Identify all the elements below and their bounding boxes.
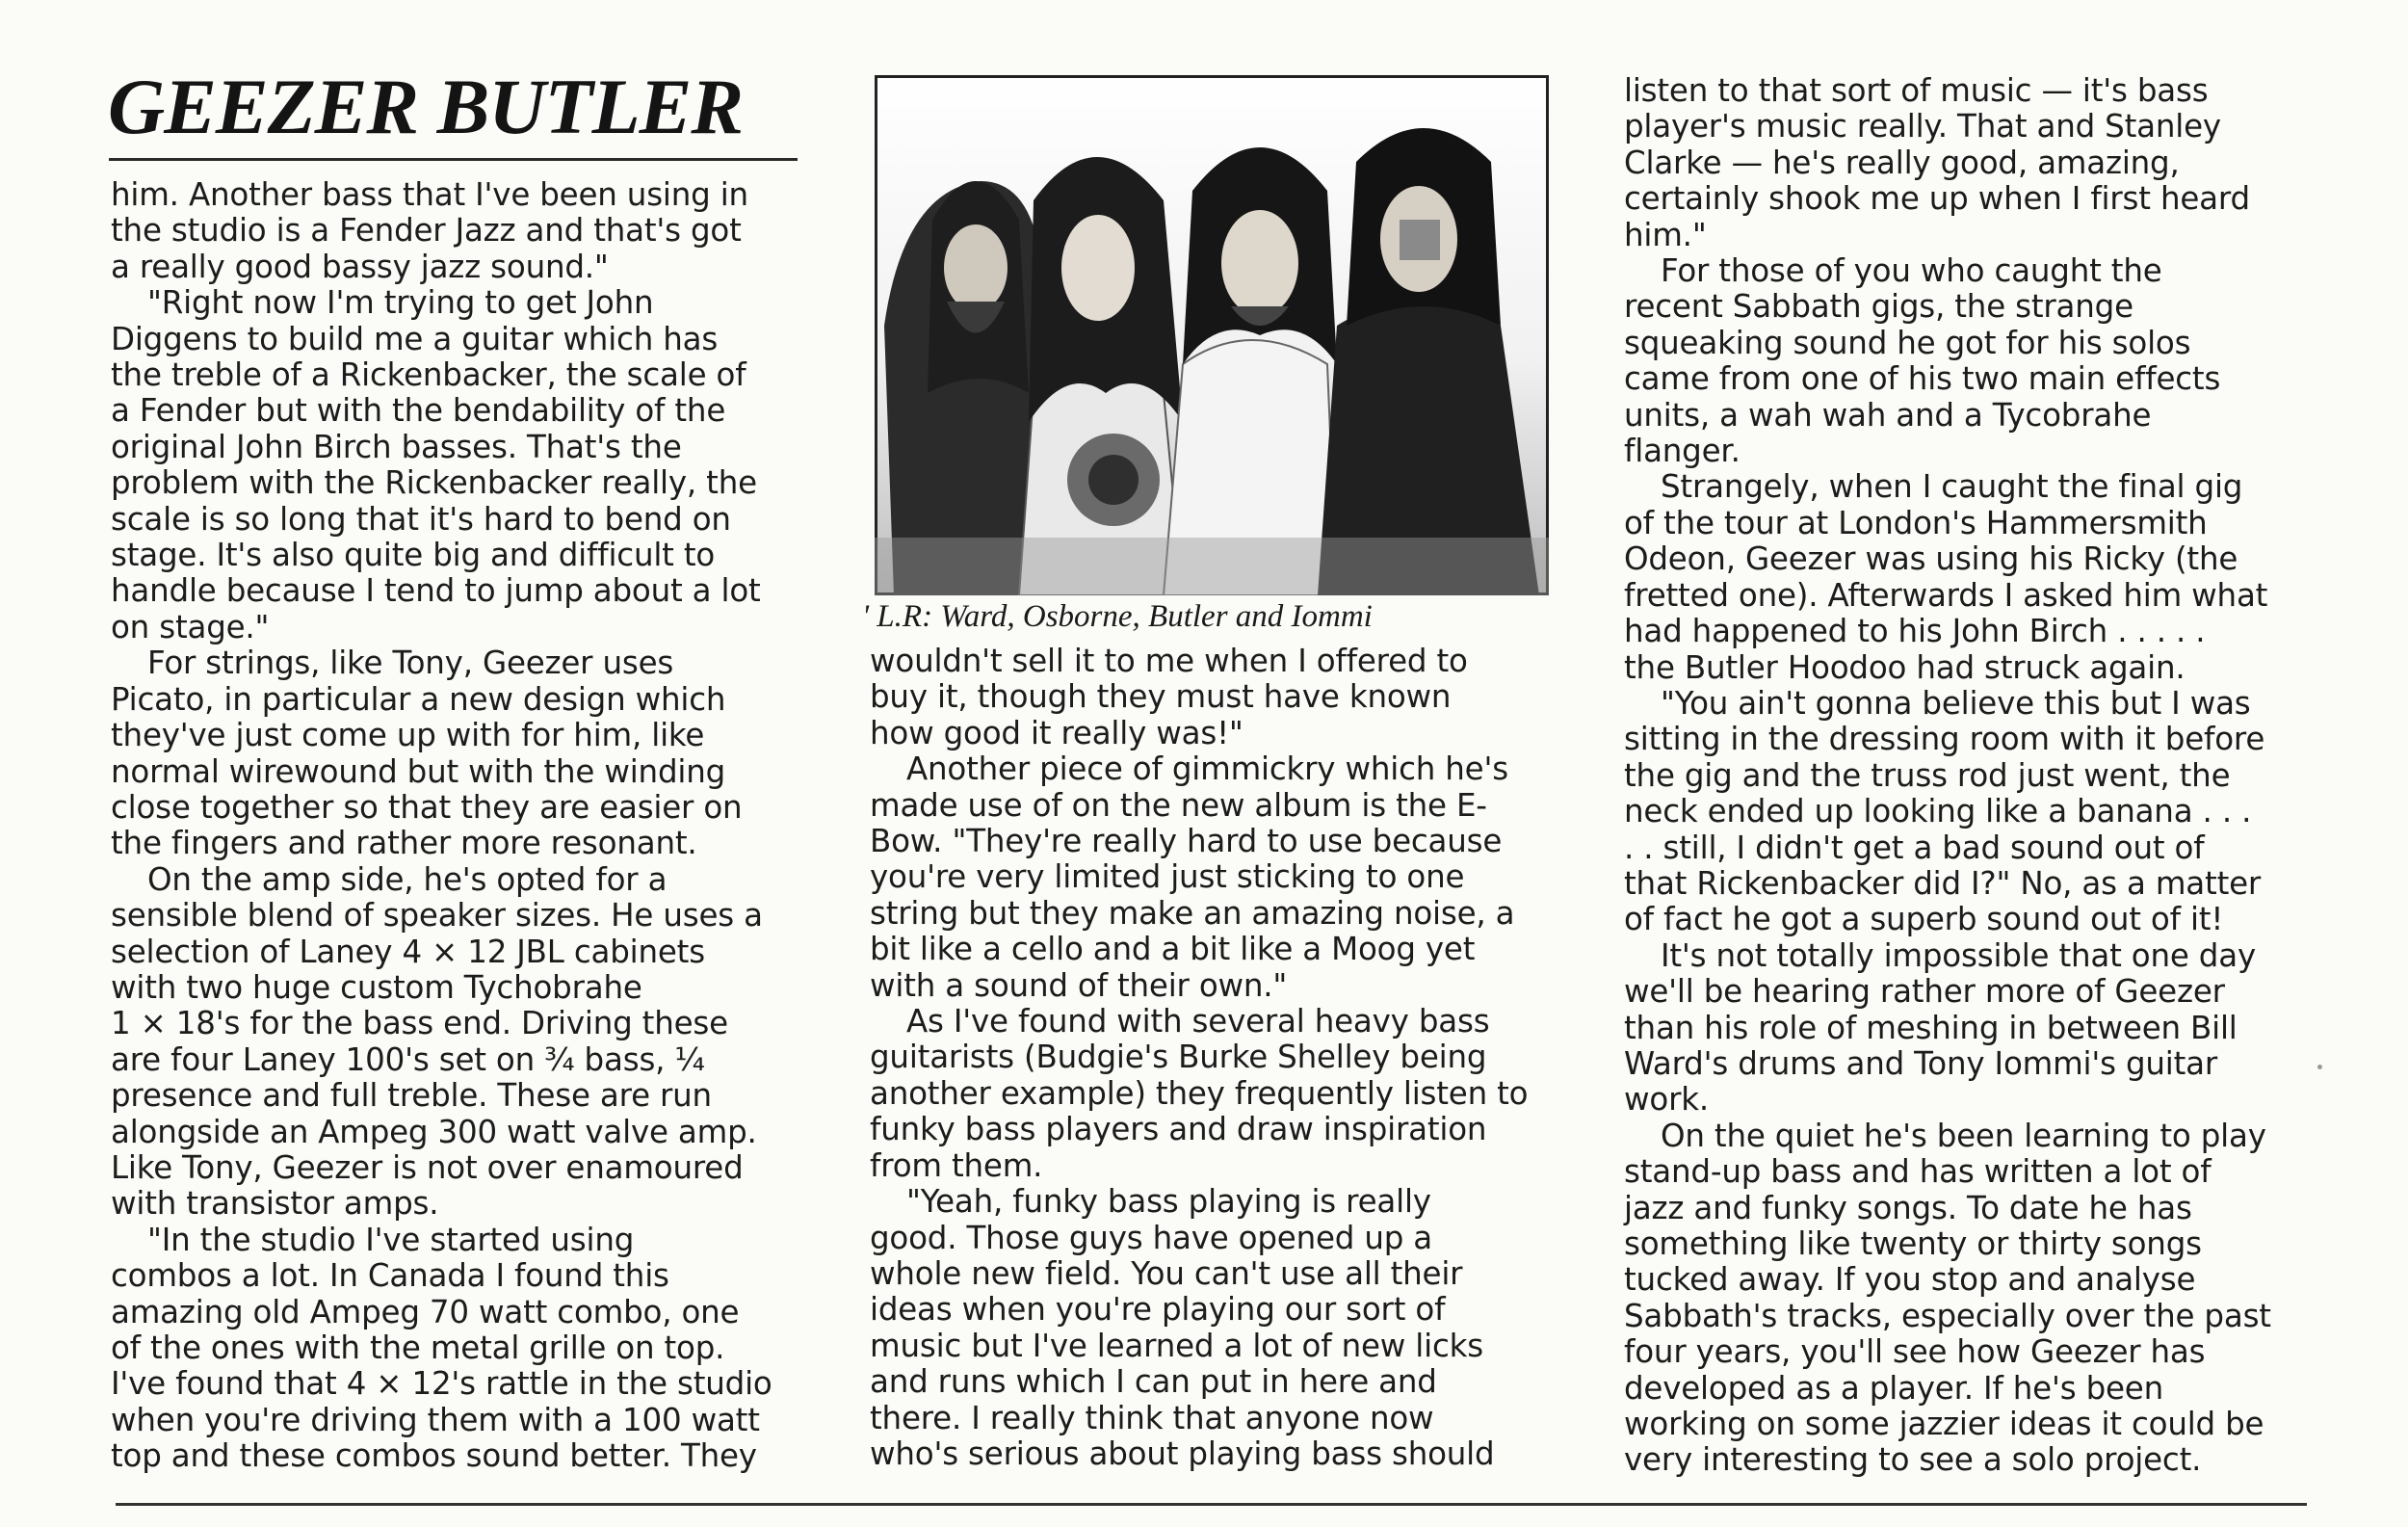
- paragraph: On the quiet he's been learning to play stand-up bass and has written a lot of jazz and funky songs. To date he has something like twenty or thirty songs tucked away. If you stop and analyse Sabbath's tracks, especially over the past four years, you'll see how Geezer has developed as a player. If he's been working on some jazzier ideas it could be very interesting to see a solo project.: [1624, 1117, 2271, 1479]
- article-column-3: [1624, 73, 2317, 1479]
- paragraph: wouldn't sell it to me when I offered to buy it, though they must have known how good it really was!": [870, 643, 1468, 751]
- paragraph: "You ain't gonna believe this but I was sitting in the dressing room with it before the gig and the truss rod just went, the neck ended up looking like a banana . . . . . still, I didn't get a bad sound out of that Rickenbacker did I?" No, as a matter of fact he got a superb sound out of it!: [1624, 684, 2265, 938]
- paragraph: "Yeah, funky bass playing is really good. Those guys have opened up a whole new field. You can't use all their ideas when you're playing our sort of music but I've learned a lot of new licks and runs which I can put in here and there. I really think that anyone now who's serious about playing bass should: [870, 1183, 1495, 1472]
- title-rule: [109, 158, 798, 161]
- paragraph: "In the studio I've started using combos a lot. In Canada I found this amazing old Ampeg 70 watt combo, one of the ones with the metal grille on top. I've found that 4 × 12's rattle in the studio when you're driving them with a 100 watt top and these combos sound better. They: [111, 1221, 772, 1475]
- bottom-rule: [116, 1503, 2307, 1506]
- article-title: GEEZER BUTLER: [108, 63, 744, 150]
- paragraph: For strings, like Tony, Geezer uses Picato, in particular a new design which they've just come up with for him, like normal wirewound but with the winding close together so that they are easier on the fingers and rather more resonant.: [111, 645, 743, 862]
- article-column-2: [870, 644, 1554, 1472]
- band-photo-illustration: [875, 75, 1549, 595]
- paragraph: "Right now I'm trying to get John Diggens to build me a guitar which has the treble of a Rickenbacker, the scale of a Fender but with the bendability of the original John Birch basses. That's the problem with the Rickenbacker really, the scale is so long that it's hard to bend on stage. It's also quite big and difficult to handle because I tend to jump about a lot on stage.": [111, 284, 761, 645]
- paragraph: It's not totally impossible that one day we'll be hearing rather more of Geezer than his role of meshing in between Bill Ward's drums and Tony Iommi's guitar work.: [1624, 936, 2256, 1119]
- photo-caption: ' L.R: Ward, Osborne, Butler and Iommi: [862, 599, 1373, 634]
- paragraph: Another piece of gimmickry which he's made use of on the new album is the E- Bow. "They're really hard to use because you're very limited just sticking to one string but they make an amazing noise, a bit like a cello and a bit like a Moog yet with a sound of their own.": [870, 750, 1515, 1004]
- article-column-1: [111, 177, 809, 1475]
- paragraph: For those of you who caught the recent Sabbath gigs, the strange squeaking sound he got for his solos came from one of his two main effects units, a wah wah and a Tycobrahe flanger.: [1624, 252, 2221, 470]
- band-photo: [875, 75, 1549, 595]
- print-speck: [2317, 1065, 2322, 1069]
- paragraph: Strangely, when I caught the final gig of the tour at London's Hammersmith Odeon, Geezer was using his Ricky (the fretted one). Afterwards I asked him what had happened to his John Birch . . . . . the Butler Hoodoo had struck again.: [1624, 468, 2268, 686]
- paragraph: him. Another bass that I've been using in the studio is a Fender Jazz and that's got a really good bassy jazz sound.": [111, 176, 748, 285]
- paragraph: As I've found with several heavy bass guitarists (Budgie's Burke Shelley being another example) they frequently listen to funky bass players and draw inspiration from them.: [870, 1003, 1529, 1184]
- paragraph: listen to that sort of music — it's bass player's music really. That and Stanley Clarke — he's really good, amazing, certainly shook me up when I first heard him.": [1624, 72, 2250, 253]
- paragraph: On the amp side, he's opted for a sensible blend of speaker sizes. He uses a selection of Laney 4 × 12 JBL cabinets with two huge custom Tychobrahe 1 × 18's for the bass end. Driving these are four Laney 100's set on ¾ bass, ¼ presence and full treble. These are run alongside an Ampeg 300 watt valve amp. Like Tony, Geezer is not over enamoured with transistor amps.: [111, 860, 763, 1223]
